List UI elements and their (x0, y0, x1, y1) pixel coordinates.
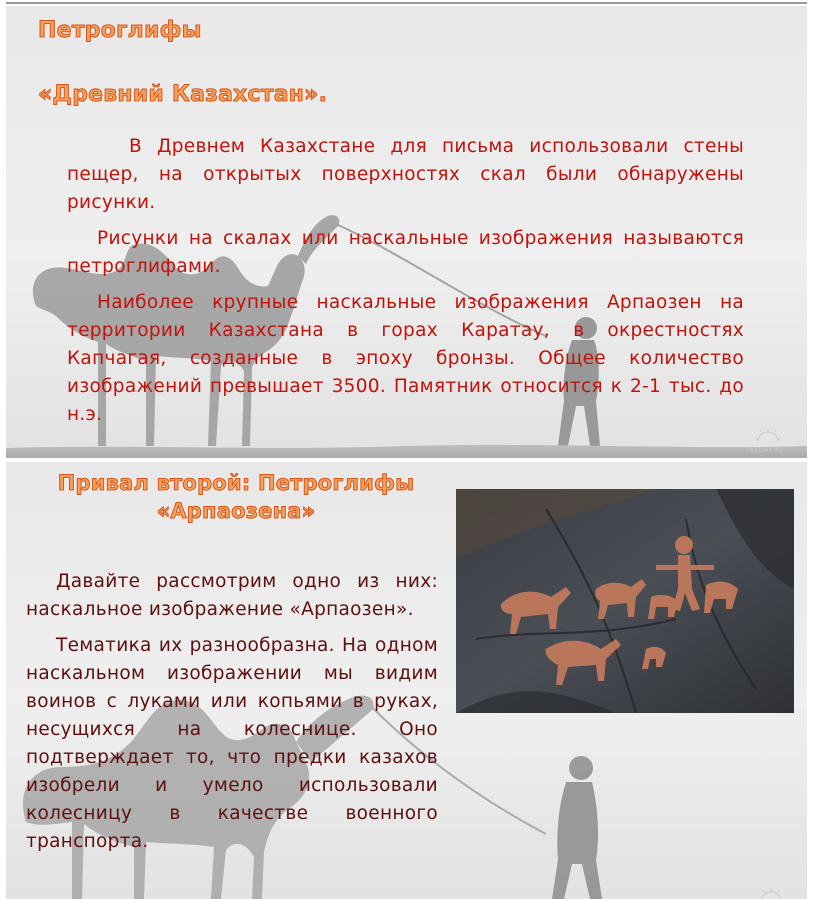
paragraph: Наиболее крупные наскальные изображения Арпаозен на территории Казахстана в горах Каратау, в окрестностях Капчагая, созданные в эпоху бронзы. Общее количество изображений превышает 3500. Памятник относится к 2-1 тыс. до н.э. (67, 292, 744, 425)
watermark-text: ALLDAY.RU (746, 446, 784, 454)
petroglyph-photo (456, 489, 794, 713)
slide-1-body (67, 133, 744, 429)
slide-1 (6, 6, 807, 458)
slide-1-title: Петроглифы (38, 18, 202, 43)
slide-2-title (26, 469, 446, 525)
slide-2-title-line-1: Привал второй: Петроглифы (57, 471, 415, 495)
walking-man-silhouette (552, 756, 602, 899)
slide-1-subtitle: «Древний Казахстан». (38, 82, 328, 107)
paragraph: Рисунки на скалах или наскальные изображения называются петроглифами. (67, 228, 744, 277)
sun-logo-icon (755, 428, 781, 442)
slide-2-title-line-2: «Арпаозена» (156, 499, 316, 523)
sun-logo-icon (761, 888, 781, 899)
paragraph: Тематика их разнообразна. На одном наскальном изображении мы видим воинов с луками или копьями в руках, несущихся на колеснице. Оно подтверждает то, что предки казахов изобрели и умело использовали колесницу в качестве военного транспорта. (26, 635, 438, 852)
slide-2 (6, 462, 807, 899)
slide-2-body (26, 568, 438, 856)
paragraph: Давайте рассмотрим одно из них: наскальное изображение «Арпаозен». (26, 571, 438, 620)
ground-strip (6, 445, 807, 458)
paragraph: В Древнем Казахстане для письма использовали стены пещер, на открытых поверхностях скал были обнаружены рисунки. (67, 136, 744, 213)
